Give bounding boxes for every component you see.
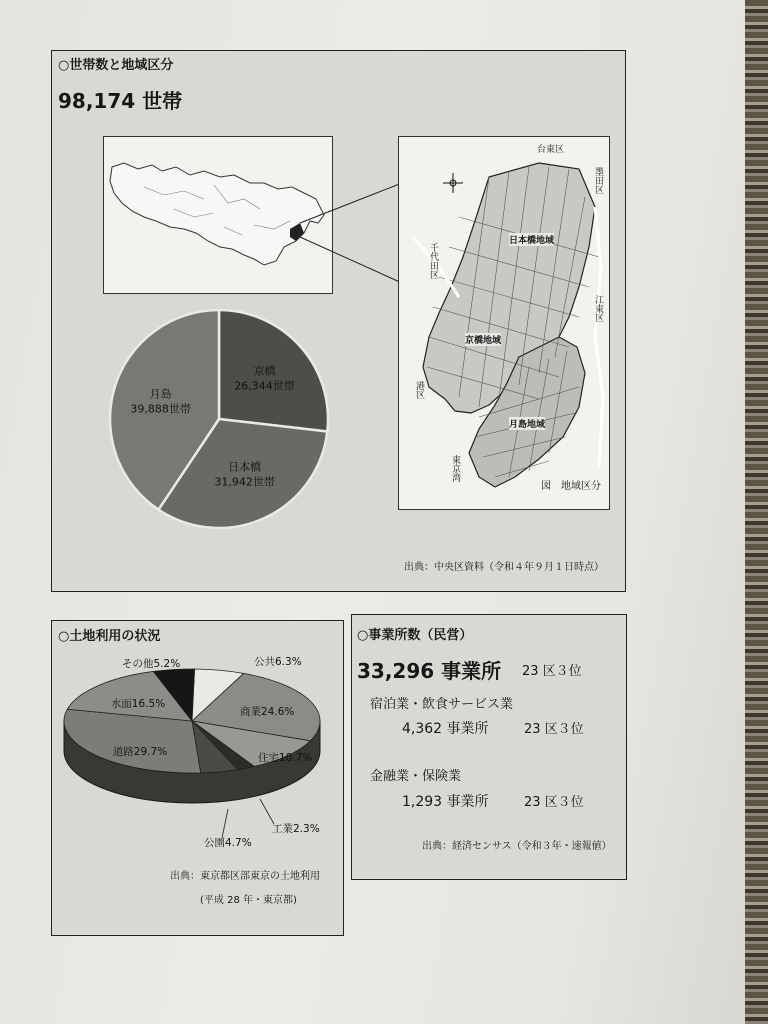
leader-line-2 [222,809,228,838]
leader-line-1 [260,799,274,824]
offices-panel [351,614,627,880]
office-count-2: 1,293 事業所 [402,794,489,810]
office-category-2: 金融業・保険業 [370,769,462,784]
map-label-nihonbashi-area: 日本橋地域 [509,233,554,246]
map-label-tokyo-bay: 東京湾 [450,455,460,482]
households-panel [51,50,626,592]
land-use-source-line2: (平成 28 年・東京都) [200,895,297,906]
land-label-5: 公園4.7% [204,837,252,849]
office-rank-1: 23 区３位 [524,722,584,737]
households-total: 98,174 世帯 [58,89,183,113]
offices-title: ○事業所数（民営） [357,628,473,643]
map-label-tsukishima-area: 月島地域 [509,417,545,430]
pie-value-1: 26,344世帯 [234,379,295,393]
offices-total-rank: 23 区３位 [522,664,582,679]
land-label-6: 道路29.7% [112,746,168,758]
map-label-kyobashi-area: 京橋地域 [465,333,501,346]
map-label-taito: 台東区 [537,145,565,155]
pie-label-2: 日本橋 [228,460,262,474]
book-binding [745,0,768,1024]
office-rank-2: 23 区３位 [524,795,584,810]
land-label-1: 公共6.3% [254,656,302,668]
land-label-4: 工業2.3% [272,823,320,835]
office-count-1: 4,362 事業所 [402,721,489,737]
land-label-3: 住宅10.7% [258,752,313,764]
land-label-7: 水面16.5% [110,698,166,710]
land-label-8: その他5.2% [122,658,181,670]
land-label-2: 商業24.6% [240,706,295,718]
land-use-pie-chart [52,621,343,935]
pie-label-1: 京橋 [253,364,276,378]
pie-value-3: 39,888世帯 [130,402,191,416]
offices-source: 出典：経済センサス（令和３年・速報値） [422,841,612,852]
land-use-title: ○土地利用の状況 [58,629,161,644]
map-caption: 図 地域区分 [541,481,601,492]
households-title: ○世帯数と地域区分 [58,58,174,73]
land-use-source-line1: 出典：東京都区部東京の土地利用 [170,871,320,882]
offices-total: 33,296 事業所 [357,659,502,683]
map-label-sumida: 墨田区 [593,167,603,194]
office-category-1: 宿泊業・飲食サービス業 [370,697,514,712]
households-source: 出典：中央区資料（令和４年９月１日時点） [404,562,604,573]
pie-label-3: 月島 [149,387,172,401]
map-label-minato: 港区 [414,381,424,399]
map-label-koto: 江東区 [593,295,603,322]
map-label-chiyoda: 千代田区 [428,243,438,279]
land-use-panel [51,620,344,936]
households-pie-chart [52,51,625,591]
pie-value-2: 31,942世帯 [214,475,275,489]
